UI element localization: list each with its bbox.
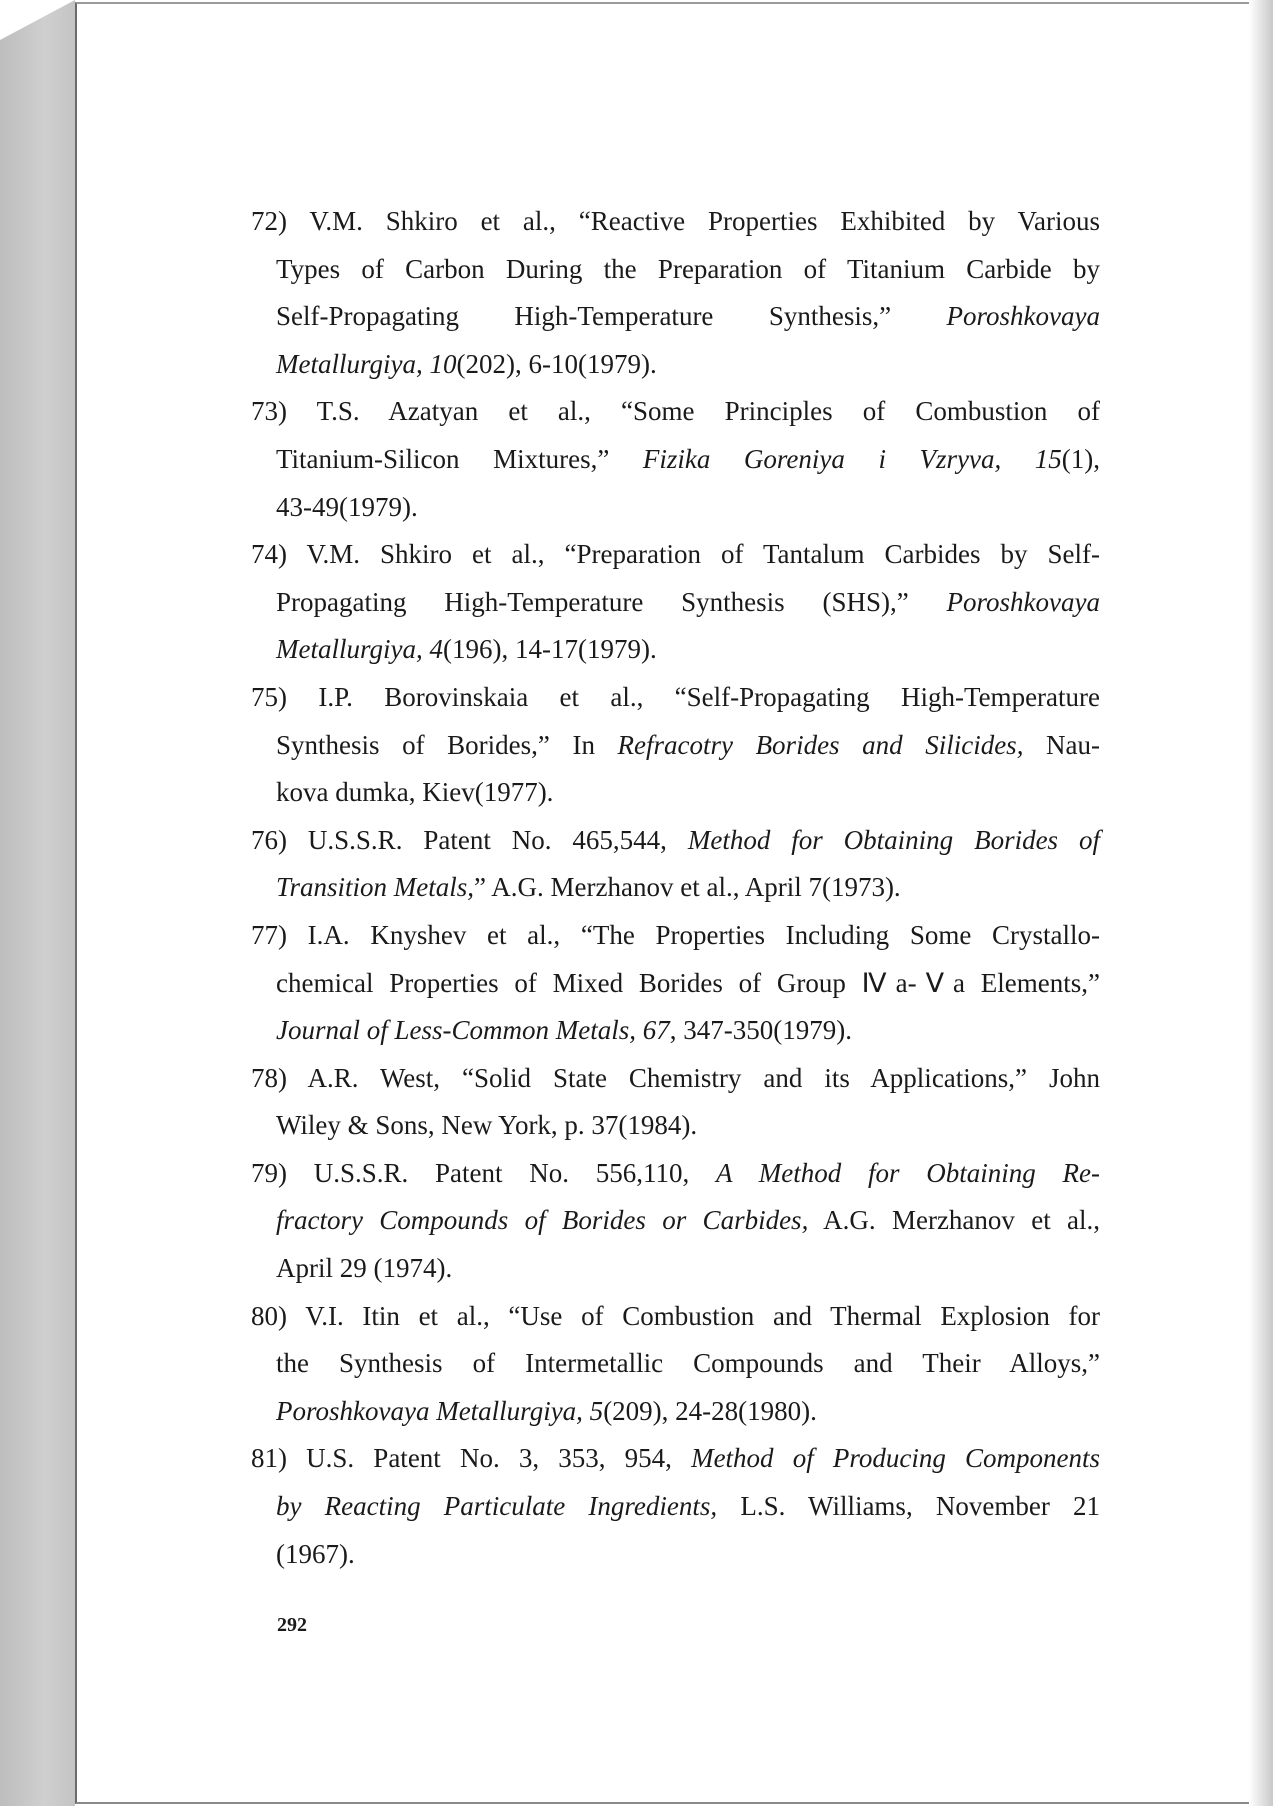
text: kova dumka, Kiev(1977). xyxy=(276,777,554,808)
reference-line xyxy=(276,864,1100,912)
italic-text: Poroshkovaya xyxy=(946,301,1100,332)
reference-line xyxy=(276,246,1100,294)
reference-line xyxy=(251,198,1100,246)
text: 43-49(1979). xyxy=(276,491,418,522)
reference-line xyxy=(276,1007,1100,1055)
reference-line xyxy=(276,1340,1100,1388)
reference-entry xyxy=(251,912,1100,1055)
text: 79) U.S.S.R. Patent No. 556,110, xyxy=(251,1157,717,1188)
text: (196), 14-17(1979). xyxy=(442,634,657,665)
italic-text: Fizika Goreniya i Vzryva, 15 xyxy=(642,443,1062,474)
reference-line xyxy=(251,912,1100,960)
reference-line xyxy=(251,1435,1100,1483)
italic-text: Refracotry Borides and Silicides, xyxy=(617,729,1024,760)
reference-line xyxy=(276,1483,1100,1531)
reference-line xyxy=(276,579,1100,627)
text: 73) T.S. Azatyan et al., “Some Principles of Combustion of xyxy=(251,396,1100,427)
reference-line xyxy=(276,1531,1100,1579)
text: Propagating High-Temperature Synthesis (SHS),” xyxy=(276,586,947,617)
text: chemical Properties of Mixed Borides of Group Ⅳa-Ⅴa Elements,” xyxy=(276,967,1100,998)
page-number: 292 xyxy=(277,1614,307,1636)
reference-entry xyxy=(251,1435,1100,1578)
page-edge-shadow xyxy=(1249,0,1273,1806)
reference-line xyxy=(276,722,1100,770)
reference-entry xyxy=(251,674,1100,817)
reference-line xyxy=(276,1197,1100,1245)
reference-line xyxy=(276,1102,1100,1150)
text: Titanium-Silicon Mixtures,” xyxy=(276,443,643,474)
reference-line xyxy=(276,436,1100,484)
reference-line xyxy=(251,1055,1100,1103)
reference-list xyxy=(251,198,1100,1578)
book-corner xyxy=(0,0,75,40)
reference-line xyxy=(276,341,1100,389)
italic-text: Metallurgiya, 10 xyxy=(276,348,457,379)
text: A.G. Merzhanov et al., xyxy=(808,1205,1100,1236)
text: Types of Carbon During the Preparation of Titanium Carbide by xyxy=(276,253,1100,284)
reference-line xyxy=(276,1245,1100,1293)
reference-line xyxy=(251,531,1100,579)
text: 76) U.S.S.R. Patent No. 465,544, xyxy=(251,824,688,855)
italic-text: Poroshkovaya xyxy=(946,586,1100,617)
italic-text: fractory Compounds of Borides or Carbides, xyxy=(276,1205,809,1236)
text: Wiley & Sons, New York, p. 37(1984). xyxy=(276,1110,698,1141)
reference-entry xyxy=(251,198,1100,388)
text: 80) V.I. Itin et al., “Use of Combustion and Thermal Explosion for xyxy=(251,1300,1100,1331)
reference-line xyxy=(251,817,1100,865)
italic-text: A Method for Obtaining Re- xyxy=(716,1157,1100,1188)
reference-line xyxy=(276,293,1100,341)
text: (1), xyxy=(1061,443,1101,474)
reference-line xyxy=(276,484,1100,532)
text: 75) I.P. Borovinskaia et al., “Self-Propagating High-Temperature xyxy=(251,681,1100,712)
italic-text: Poroshkovaya Metallurgiya, 5 xyxy=(276,1395,604,1426)
text: ” A.G. Merzhanov et al., April 7(1973). xyxy=(474,872,901,903)
italic-text: Metallurgiya, 4 xyxy=(276,634,443,665)
reference-line xyxy=(276,960,1100,1008)
text: (209), 24-28(1980). xyxy=(603,1395,817,1426)
italic-text: Method of Producing Components xyxy=(691,1443,1100,1474)
text: Self-Propagating High-Temperature Synthesis,” xyxy=(276,301,947,332)
text: 78) A.R. West, “Solid State Chemistry and its Applications,” John xyxy=(251,1062,1100,1093)
reference-line xyxy=(251,1150,1100,1198)
text: 81) U.S. Patent No. 3, 353, 954, xyxy=(251,1443,692,1474)
text: (202), 6-10(1979). xyxy=(456,348,657,379)
reference-line xyxy=(251,1293,1100,1341)
reference-entry xyxy=(251,817,1100,912)
reference-line xyxy=(276,1388,1100,1436)
reference-line xyxy=(276,626,1100,674)
text: , 347-350(1979). xyxy=(669,1015,852,1046)
text: (1967). xyxy=(276,1538,355,1569)
reference-entry xyxy=(251,531,1100,674)
text: L.S. Williams, November 21 xyxy=(717,1491,1100,1522)
italic-text: Method for Obtaining Borides of xyxy=(687,824,1100,855)
reference-entry xyxy=(251,1150,1100,1293)
text: 74) V.M. Shkiro et al., “Preparation of Tantalum Carbides by Self- xyxy=(251,539,1100,570)
italic-text: Transition Metals, xyxy=(276,872,475,903)
reference-entry xyxy=(251,1055,1100,1150)
text: Nau- xyxy=(1023,729,1101,760)
reference-entry xyxy=(251,388,1100,531)
text: the Synthesis of Intermetallic Compounds and Their Alloys,” xyxy=(276,1348,1100,1379)
italic-text: by Reacting Particulate Ingredients, xyxy=(276,1491,718,1522)
text: Synthesis of Borides,” In xyxy=(276,729,618,760)
italic-text: Journal of Less-Common Metals, 67 xyxy=(276,1015,670,1046)
text: 72) V.M. Shkiro et al., “Reactive Properties Exhibited by Various xyxy=(251,206,1100,236)
reference-line xyxy=(251,674,1100,722)
reference-line xyxy=(251,388,1100,436)
book-spine xyxy=(0,0,75,1806)
text: 77) I.A. Knyshev et al., “The Properties Including Some Crystallo- xyxy=(251,919,1100,950)
text: April 29 (1974). xyxy=(276,1253,453,1284)
reference-line xyxy=(276,769,1100,817)
reference-entry xyxy=(251,1293,1100,1436)
